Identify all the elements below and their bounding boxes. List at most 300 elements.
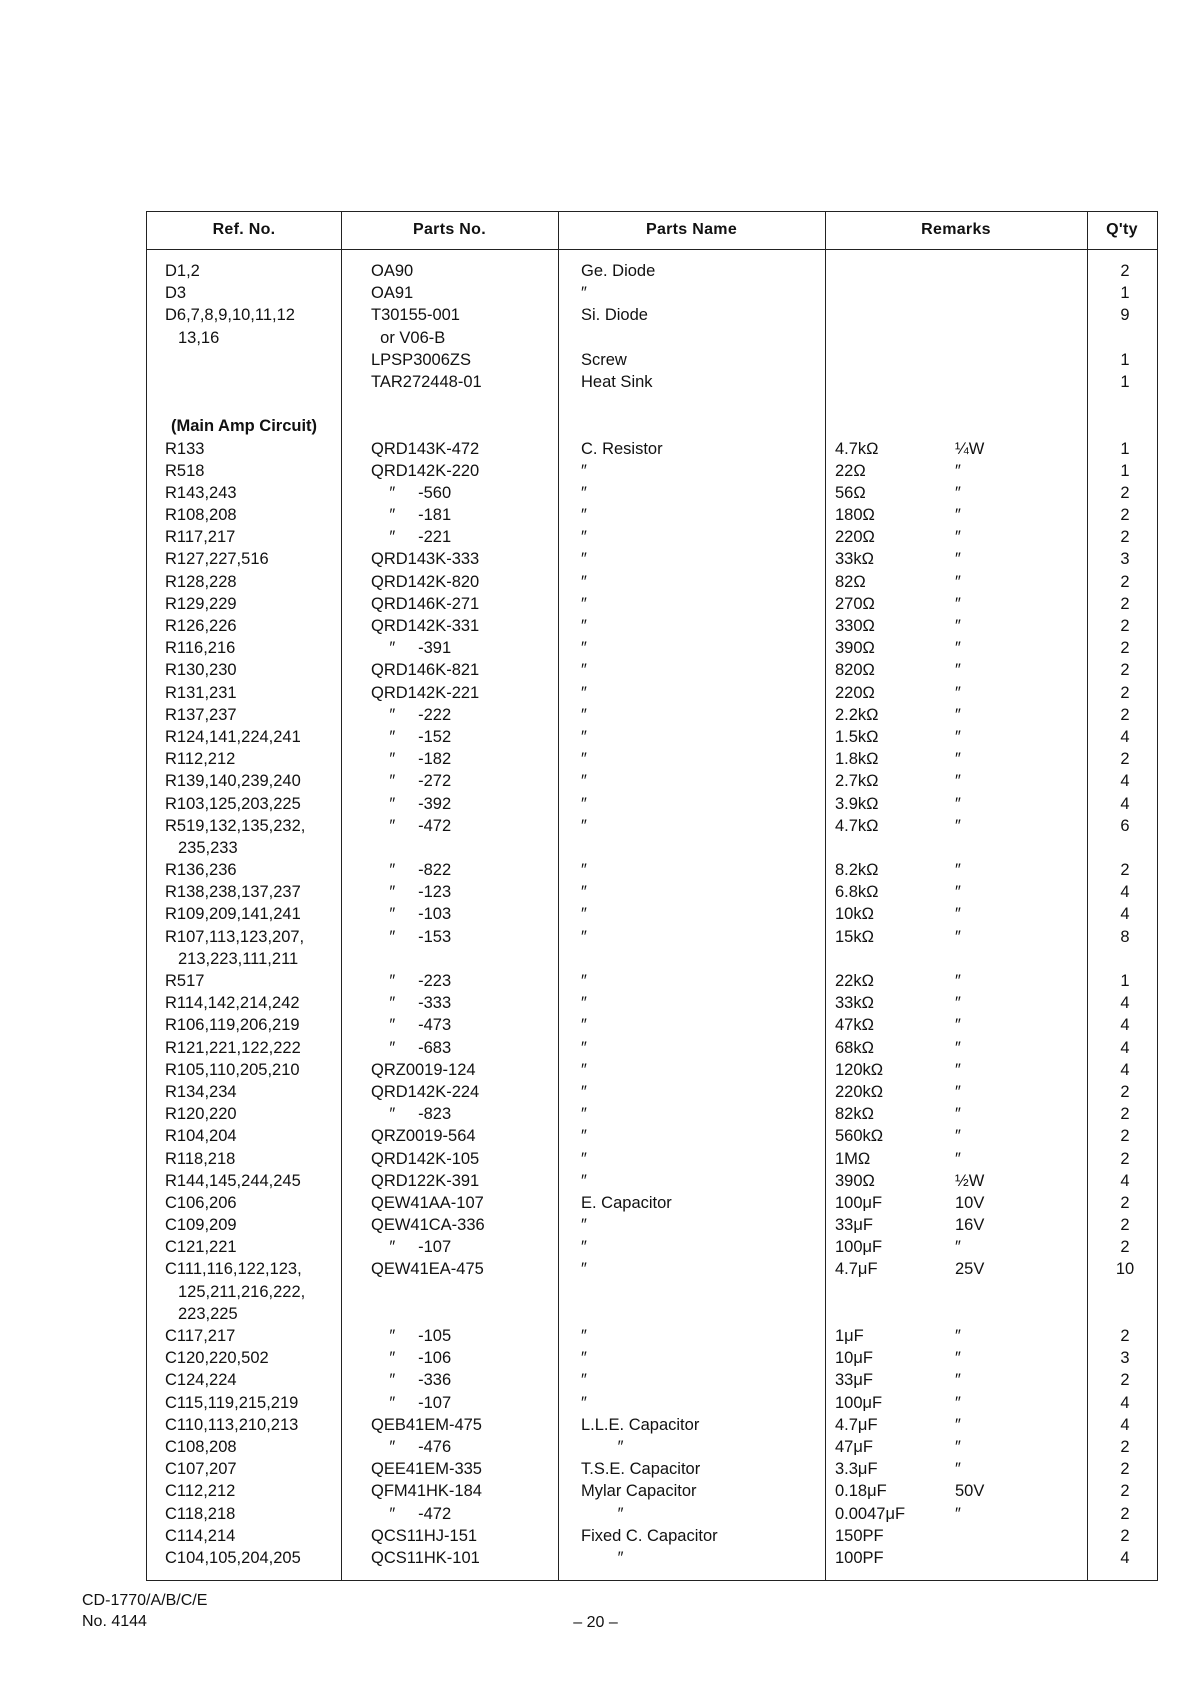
- remarks-rating-cell: ″: [955, 927, 961, 946]
- parts-no-cell: ″ -107: [371, 1238, 452, 1257]
- table-row: [147, 1547, 1157, 1569]
- remarks-value-cell: 1.5kΩ: [835, 727, 879, 746]
- remarks-rating-cell: 50V: [955, 1482, 985, 1501]
- parts-name-cell: ″: [581, 461, 587, 480]
- qty-cell: 2: [1120, 1371, 1130, 1390]
- ref-no-cell: C104,105,204,205: [165, 1548, 301, 1567]
- qty-cell: 4: [1120, 1060, 1130, 1079]
- remarks-rating-cell: 16V: [955, 1216, 985, 1235]
- parts-name-cell: ″: [581, 1082, 587, 1101]
- parts-name-cell: ″: [581, 727, 587, 746]
- table-row: [147, 593, 1157, 615]
- parts-no-cell: QRD143K-472: [371, 439, 480, 458]
- ref-no-cell: R108,208: [165, 506, 237, 525]
- parts-no-cell: ″ -333: [371, 994, 452, 1013]
- ref-no-cell: D1,2: [165, 262, 200, 280]
- qty-cell: 2: [1120, 528, 1130, 547]
- ref-no-cell: R127,227,516: [165, 550, 269, 569]
- remarks-value-cell: 330Ω: [835, 617, 875, 635]
- parts-name-cell: ″: [581, 572, 587, 591]
- qty-cell: 2: [1120, 661, 1130, 680]
- ref-no-cell: R139,140,239,240: [165, 772, 301, 791]
- remarks-rating-cell: ″: [955, 617, 961, 635]
- qty-cell: 4: [1120, 794, 1130, 813]
- qty-cell: 2: [1120, 572, 1130, 591]
- qty-cell: 2: [1120, 639, 1130, 658]
- table-row: [147, 881, 1157, 903]
- remarks-rating-cell: ″: [955, 461, 961, 480]
- table-row: [147, 571, 1157, 593]
- ref-no-cell: R144,145,244,245: [165, 1171, 301, 1190]
- table-row: [147, 415, 1157, 437]
- remarks-value-cell: 150PF: [835, 1526, 884, 1545]
- parts-name-cell: ″: [581, 1504, 624, 1523]
- parts-no-cell: TAR272448-01: [371, 372, 482, 391]
- remarks-value-cell: 15kΩ: [835, 927, 874, 946]
- table-row: [147, 1369, 1157, 1391]
- remarks-rating-cell: ″: [955, 972, 961, 990]
- table-row: [147, 1392, 1157, 1414]
- remarks-rating-cell: ″: [955, 639, 961, 658]
- parts-name-cell: ″: [581, 528, 587, 547]
- parts-no-cell: ″ -272: [371, 772, 452, 791]
- remarks-rating-cell: ″: [955, 1082, 961, 1101]
- ref-no-cell: R106,119,206,219: [165, 1016, 300, 1035]
- remarks-rating-cell: ″: [955, 1238, 961, 1257]
- parts-no-cell: or V06-B: [371, 328, 446, 347]
- parts-no-cell: ″ -336: [371, 1371, 452, 1390]
- remarks-value-cell: 10μF: [835, 1349, 873, 1368]
- parts-name-cell: ″: [581, 972, 587, 990]
- table-row: [147, 726, 1157, 748]
- remarks-value-cell: 0.18μF: [835, 1482, 887, 1501]
- table-row: [147, 837, 1157, 859]
- remarks-rating-cell: ″: [955, 1504, 961, 1523]
- remarks-value-cell: 100μF: [835, 1238, 883, 1257]
- ref-no-cell: R124,141,224,241: [165, 727, 301, 746]
- remarks-rating-cell: ¼W: [955, 439, 985, 458]
- remarks-value-cell: 120kΩ: [835, 1060, 884, 1079]
- table-row: [147, 1258, 1157, 1280]
- parts-no-cell: QRD142K-331: [371, 617, 480, 635]
- ref-no-cell: D3: [165, 284, 187, 303]
- table-row: [147, 393, 1157, 415]
- parts-name-cell: Heat Sink: [581, 372, 653, 391]
- parts-no-cell: QRD122K-391: [371, 1171, 480, 1190]
- parts-no-cell: ″ -107: [371, 1393, 452, 1412]
- parts-name-cell: ″: [581, 1171, 587, 1190]
- table-row: [147, 349, 1157, 371]
- parts-no-cell: OA90: [371, 262, 414, 280]
- remarks-value-cell: 56Ω: [835, 483, 866, 502]
- table-header-row: [147, 212, 1157, 250]
- remarks-rating-cell: ″: [955, 861, 961, 880]
- ref-no-cell: R109,209,141,241: [165, 905, 301, 924]
- remarks-rating-cell: ″: [955, 772, 961, 791]
- ref-no-cell: C108,208: [165, 1437, 237, 1456]
- parts-no-cell: QRD146K-271: [371, 594, 480, 613]
- remarks-rating-cell: ″: [955, 905, 961, 924]
- parts-no-cell: ″ -472: [371, 816, 452, 835]
- ref-no-cell: 125,211,216,222,: [178, 1282, 306, 1301]
- parts-no-cell: QRD142K-220: [371, 461, 480, 480]
- table-row: [147, 548, 1157, 570]
- ref-no-cell: R519,132,135,232,: [165, 816, 306, 835]
- remarks-rating-cell: ″: [955, 1149, 961, 1168]
- parts-name-cell: ″: [581, 794, 587, 813]
- remarks-value-cell: 22kΩ: [835, 972, 874, 990]
- parts-no-cell: QRZ0019-564: [371, 1127, 476, 1146]
- remarks-value-cell: 390Ω: [835, 1171, 875, 1190]
- parts-name-cell: ″: [581, 639, 587, 658]
- ref-no-cell: R112,212: [165, 750, 236, 769]
- header-ref-no: Ref. No.: [212, 221, 276, 238]
- table-row: [147, 1125, 1157, 1147]
- parts-name-cell: ″: [581, 772, 587, 791]
- qty-cell: 3: [1120, 550, 1130, 569]
- remarks-value-cell: 100PF: [835, 1548, 884, 1567]
- remarks-value-cell: 1.8kΩ: [835, 750, 879, 769]
- remarks-value-cell: 8.2kΩ: [835, 861, 879, 880]
- parts-name-cell: C. Resistor: [581, 439, 663, 458]
- remarks-value-cell: 560kΩ: [835, 1127, 884, 1146]
- qty-cell: 4: [1120, 1548, 1130, 1567]
- parts-name-cell: ″: [581, 683, 587, 702]
- table-row: [147, 992, 1157, 1014]
- parts-no-cell: QEW41CA-336: [371, 1216, 485, 1235]
- table-row: [147, 1458, 1157, 1480]
- remarks-value-cell: 3.9kΩ: [835, 794, 879, 813]
- remarks-value-cell: 220Ω: [835, 683, 875, 702]
- ref-no-cell: C107,207: [165, 1460, 237, 1479]
- ref-no-cell: C121,221: [165, 1238, 237, 1257]
- parts-name-cell: Si. Diode: [581, 306, 648, 325]
- ref-no-cell: R134,234: [165, 1082, 237, 1101]
- header-remarks: Remarks: [921, 221, 991, 238]
- parts-name-cell: ″: [581, 1260, 587, 1279]
- remarks-rating-cell: ″: [955, 1105, 961, 1124]
- ref-no-cell: 223,225: [178, 1304, 238, 1323]
- table-row: [147, 1281, 1157, 1303]
- parts-name-cell: E. Capacitor: [581, 1193, 672, 1212]
- ref-no-cell: 213,223,111,211: [178, 949, 299, 968]
- table-row: [147, 1081, 1157, 1103]
- remarks-rating-cell: ″: [955, 1371, 961, 1390]
- qty-cell: 2: [1120, 594, 1130, 613]
- remarks-value-cell: 2.7kΩ: [835, 772, 879, 791]
- table-row: [147, 1347, 1157, 1369]
- remarks-rating-cell: ″: [955, 661, 961, 680]
- ref-no-cell: D6,7,8,9,10,11,12: [165, 306, 295, 325]
- parts-no-cell: QRD142K-105: [371, 1149, 480, 1168]
- parts-no-cell: ″ -152: [371, 727, 452, 746]
- ref-no-cell: R133: [165, 439, 205, 458]
- ref-no-cell: R116,216: [165, 639, 236, 658]
- qty-cell: 1: [1120, 372, 1130, 391]
- ref-no-cell: C109,209: [165, 1216, 237, 1235]
- parts-no-cell: QCS11HK-101: [371, 1548, 480, 1567]
- parts-name-cell: ″: [581, 1060, 587, 1079]
- qty-cell: 2: [1120, 1482, 1130, 1501]
- remarks-value-cell: 33kΩ: [835, 994, 874, 1013]
- qty-cell: 8: [1120, 927, 1130, 946]
- parts-name-cell: ″: [581, 1349, 587, 1368]
- ref-no-cell: R129,229: [165, 594, 237, 613]
- remarks-rating-cell: ″: [955, 683, 961, 702]
- qty-cell: 2: [1120, 861, 1130, 880]
- parts-name-cell: ″: [581, 1393, 587, 1412]
- parts-name-cell: ″: [581, 483, 587, 502]
- remarks-rating-cell: ″: [955, 816, 961, 835]
- table-row: [147, 859, 1157, 881]
- parts-name-cell: ″: [581, 550, 587, 569]
- qty-cell: 4: [1120, 1171, 1130, 1190]
- parts-no-cell: ″ -472: [371, 1504, 452, 1523]
- parts-name-cell: ″: [581, 705, 587, 724]
- ref-no-cell: C112,212: [165, 1482, 236, 1501]
- qty-cell: 10: [1115, 1260, 1135, 1279]
- ref-no-cell: C114,214: [165, 1526, 236, 1545]
- remarks-value-cell: 68kΩ: [835, 1038, 874, 1057]
- qty-cell: 2: [1120, 750, 1130, 769]
- parts-list-table: [146, 211, 1158, 1581]
- remarks-rating-cell: ″: [955, 1437, 961, 1456]
- parts-no-cell: QEW41EA-475: [371, 1260, 484, 1279]
- parts-no-cell: QEE41EM-335: [371, 1460, 482, 1479]
- parts-no-cell: ″ -560: [371, 483, 452, 502]
- parts-name-cell: ″: [581, 1238, 587, 1257]
- qty-cell: 2: [1120, 1238, 1130, 1257]
- table-row: [147, 282, 1157, 304]
- ref-no-cell: 235,233: [178, 838, 238, 857]
- qty-cell: 2: [1120, 1460, 1130, 1479]
- qty-cell: 2: [1120, 1327, 1130, 1345]
- parts-name-cell: ″: [581, 1216, 587, 1235]
- remarks-value-cell: 33μF: [835, 1216, 873, 1235]
- table-row: [147, 615, 1157, 637]
- remarks-rating-cell: 10V: [955, 1193, 985, 1212]
- ref-no-cell: C115,119,215,219: [165, 1393, 299, 1412]
- qty-cell: 2: [1120, 1437, 1130, 1456]
- parts-no-cell: QEW41AA-107: [371, 1193, 484, 1212]
- remarks-rating-cell: ″: [955, 883, 961, 902]
- remarks-value-cell: 4.7kΩ: [835, 816, 879, 835]
- parts-no-cell: LPSP3006ZS: [371, 350, 471, 369]
- table-row: [147, 1103, 1157, 1125]
- remarks-rating-cell: ″: [955, 594, 961, 613]
- table-row: [147, 1192, 1157, 1214]
- ref-no-cell: R136,236: [165, 861, 237, 880]
- table-body: [147, 260, 1157, 1569]
- ref-no-cell: R143,243: [165, 483, 237, 502]
- parts-no-cell: ″ -103: [371, 905, 452, 924]
- qty-cell: 2: [1120, 483, 1130, 502]
- remarks-value-cell: 100μF: [835, 1393, 883, 1412]
- table-row: [147, 1014, 1157, 1036]
- remarks-rating-cell: ″: [955, 550, 961, 569]
- table-row: [147, 704, 1157, 726]
- table-row: [147, 1214, 1157, 1236]
- table-row: [147, 682, 1157, 704]
- parts-no-cell: ″ -391: [371, 639, 452, 658]
- qty-cell: 4: [1120, 883, 1130, 902]
- qty-cell: 4: [1120, 1038, 1130, 1057]
- ref-no-cell: R138,238,137,237: [165, 883, 301, 902]
- parts-no-cell: ″ -476: [371, 1437, 452, 1456]
- qty-cell: 1: [1120, 439, 1130, 458]
- table-row: [147, 438, 1157, 460]
- table-row: [147, 926, 1157, 948]
- remarks-value-cell: 82kΩ: [835, 1105, 874, 1124]
- parts-name-cell: ″: [581, 905, 587, 924]
- parts-no-cell: ″ -683: [371, 1038, 452, 1057]
- table-row: [147, 815, 1157, 837]
- qty-cell: 2: [1120, 683, 1130, 702]
- remarks-value-cell: 3.3μF: [835, 1460, 878, 1479]
- parts-no-cell: QRD142K-221: [371, 683, 480, 702]
- qty-cell: 2: [1120, 1216, 1130, 1235]
- remarks-value-cell: 100μF: [835, 1193, 883, 1212]
- remarks-rating-cell: 25V: [955, 1260, 985, 1279]
- remarks-rating-cell: ″: [955, 483, 961, 502]
- ref-no-cell: R107,113,123,207,: [165, 927, 305, 946]
- header-qty: Q'ty: [1106, 221, 1138, 238]
- parts-no-cell: ″ -822: [371, 861, 452, 880]
- ref-no-cell: R131,231: [165, 683, 237, 702]
- parts-name-cell: ″: [581, 1548, 624, 1567]
- ref-no-cell: C117,217: [165, 1327, 236, 1345]
- parts-name-cell: ″: [581, 1371, 587, 1390]
- remarks-value-cell: 47μF: [835, 1437, 873, 1456]
- parts-no-cell: QRD146K-821: [371, 661, 480, 680]
- ref-no-cell: R114,142,214,242: [165, 994, 300, 1013]
- parts-no-cell: QRD142K-224: [371, 1082, 480, 1101]
- qty-cell: 2: [1120, 617, 1130, 635]
- remarks-value-cell: 33kΩ: [835, 550, 874, 569]
- table-row: [147, 1303, 1157, 1325]
- ref-no-cell: 13,16: [178, 328, 220, 347]
- remarks-rating-cell: ½W: [955, 1171, 985, 1190]
- ref-no-cell: R118,218: [165, 1149, 236, 1168]
- parts-no-cell: ″ -221: [371, 528, 452, 547]
- remarks-value-cell: 220Ω: [835, 528, 875, 547]
- remarks-value-cell: 1μF: [835, 1327, 864, 1345]
- parts-name-cell: Fixed C. Capacitor: [581, 1526, 718, 1545]
- ref-no-cell: C124,224: [165, 1371, 237, 1390]
- remarks-value-cell: 33μF: [835, 1371, 873, 1390]
- table-row: [147, 1480, 1157, 1502]
- remarks-rating-cell: ″: [955, 1415, 961, 1434]
- parts-name-cell: Screw: [581, 350, 627, 369]
- section-heading: (Main Amp Circuit): [171, 417, 318, 436]
- parts-no-cell: ″ -392: [371, 794, 452, 813]
- table-row: [147, 1148, 1157, 1170]
- remarks-value-cell: 4.7kΩ: [835, 439, 879, 458]
- parts-no-cell: QCS11HJ-151: [371, 1526, 478, 1545]
- table-row: [147, 1037, 1157, 1059]
- ref-no-cell: C106,206: [165, 1193, 237, 1212]
- parts-no-cell: QRD143K-333: [371, 550, 480, 569]
- remarks-rating-cell: ″: [955, 1060, 961, 1079]
- table-row: [147, 948, 1157, 970]
- qty-cell: 2: [1120, 1105, 1130, 1124]
- remarks-value-cell: 270Ω: [835, 594, 875, 613]
- parts-no-cell: ″ -223: [371, 972, 452, 990]
- remarks-rating-cell: ″: [955, 1016, 961, 1035]
- parts-no-cell: QRD142K-820: [371, 572, 480, 591]
- page-number: – 20 –: [573, 1614, 618, 1631]
- parts-name-cell: T.S.E. Capacitor: [581, 1460, 701, 1479]
- document-number: No. 4144: [82, 1613, 147, 1630]
- parts-name-cell: ″: [581, 883, 587, 902]
- ref-no-cell: R104,204: [165, 1127, 237, 1146]
- parts-no-cell: ″ -106: [371, 1349, 452, 1368]
- ref-no-cell: R518: [165, 461, 205, 480]
- qty-cell: 9: [1120, 306, 1130, 325]
- table-row: [147, 1414, 1157, 1436]
- remarks-rating-cell: ″: [955, 794, 961, 813]
- ref-no-cell: C118,218: [165, 1504, 236, 1523]
- remarks-rating-cell: ″: [955, 705, 961, 724]
- remarks-rating-cell: ″: [955, 994, 961, 1013]
- remarks-rating-cell: ″: [955, 727, 961, 746]
- remarks-rating-cell: ″: [955, 1038, 961, 1057]
- qty-cell: 2: [1120, 1127, 1130, 1146]
- table-row: [147, 970, 1157, 992]
- parts-no-cell: ″ -123: [371, 883, 452, 902]
- parts-no-cell: ″ -105: [371, 1327, 452, 1345]
- parts-name-cell: L.L.E. Capacitor: [581, 1415, 700, 1434]
- ref-no-cell: R126,226: [165, 617, 237, 635]
- remarks-value-cell: 390Ω: [835, 639, 875, 658]
- remarks-rating-cell: ″: [955, 1327, 961, 1345]
- qty-cell: 4: [1120, 1016, 1130, 1035]
- remarks-value-cell: 1MΩ: [835, 1149, 871, 1168]
- header-parts-no: Parts No.: [413, 221, 486, 238]
- remarks-rating-cell: ″: [955, 750, 961, 769]
- table-row: [147, 304, 1157, 326]
- remarks-rating-cell: ″: [955, 1460, 961, 1479]
- qty-cell: 4: [1120, 772, 1130, 791]
- ref-no-cell: R105,110,205,210: [165, 1060, 300, 1079]
- table-row: [147, 1436, 1157, 1458]
- table-row: [147, 1325, 1157, 1347]
- qty-cell: 4: [1120, 994, 1130, 1013]
- model-number: CD-1770/A/B/C/E: [82, 1592, 208, 1609]
- table-row: [147, 1170, 1157, 1192]
- parts-no-cell: T30155-001: [371, 306, 460, 325]
- remarks-value-cell: 82Ω: [835, 572, 866, 591]
- parts-name-cell: ″: [581, 594, 587, 613]
- parts-name-cell: Mylar Capacitor: [581, 1482, 697, 1501]
- parts-name-cell: ″: [581, 1105, 587, 1124]
- qty-cell: 2: [1120, 1082, 1130, 1101]
- parts-no-cell: ″ -222: [371, 705, 452, 724]
- parts-no-cell: QEB41EM-475: [371, 1415, 482, 1434]
- table-row: [147, 1059, 1157, 1081]
- parts-name-cell: ″: [581, 816, 587, 835]
- parts-name-cell: ″: [581, 1016, 587, 1035]
- parts-name-cell: ″: [581, 617, 587, 635]
- qty-cell: 1: [1120, 350, 1130, 369]
- parts-no-cell: ″ -181: [371, 506, 452, 525]
- parts-name-cell: ″: [581, 1437, 624, 1456]
- qty-cell: 1: [1120, 461, 1130, 480]
- parts-no-cell: ″ -182: [371, 750, 452, 769]
- parts-name-cell: ″: [581, 927, 587, 946]
- table-row: [147, 1503, 1157, 1525]
- ref-no-cell: C111,116,122,123,: [165, 1260, 302, 1279]
